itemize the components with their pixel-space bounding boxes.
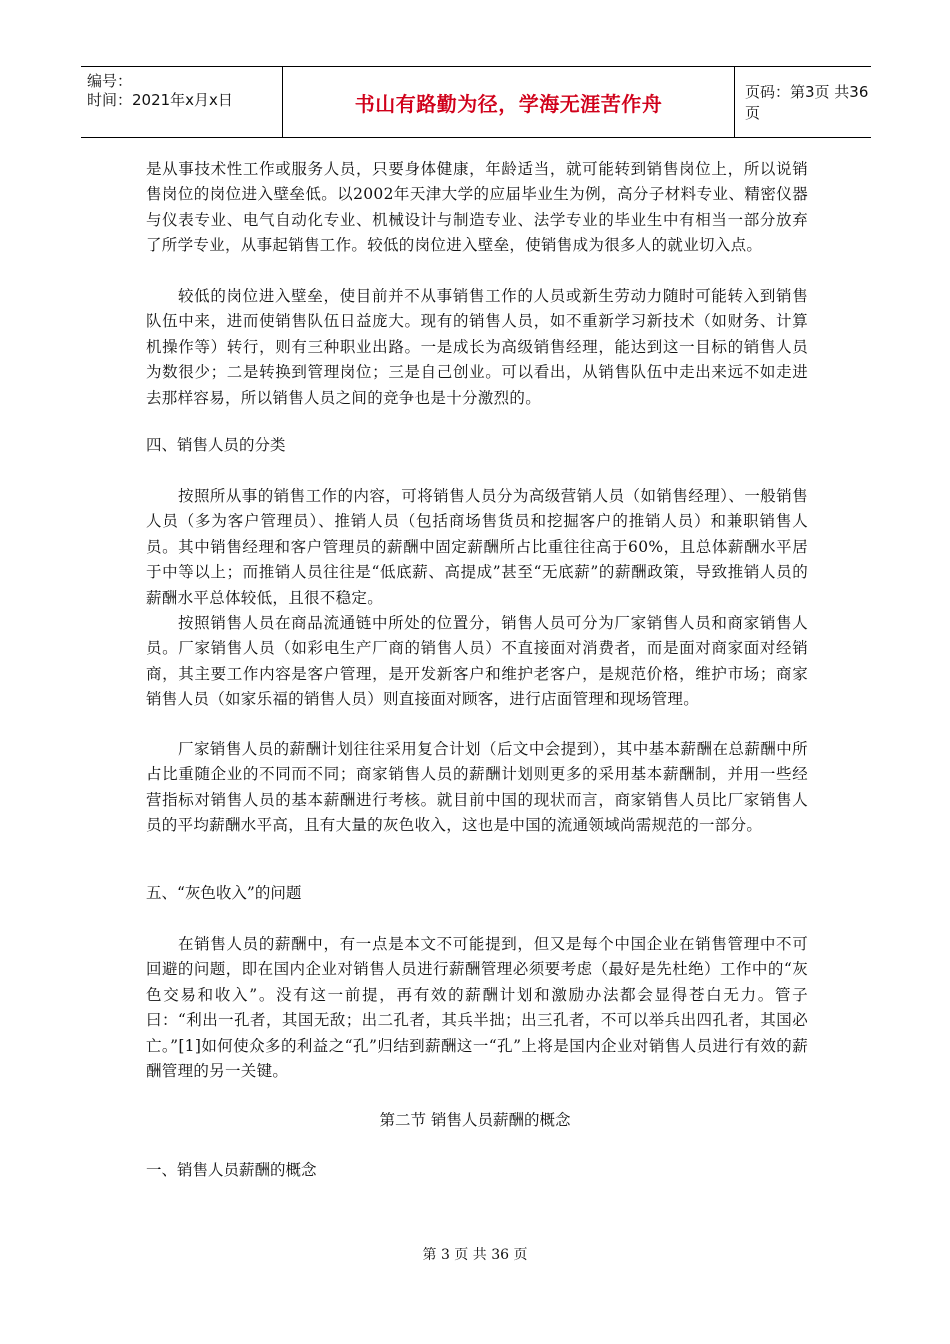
time-label: 时间：2021年x月x日 — [87, 91, 233, 109]
heading-concept: 一、销售人员薪酬的概念 — [146, 1161, 317, 1179]
document-header — [81, 66, 871, 138]
page-footer: 第 3 页 共 36 页 — [422, 1247, 528, 1263]
motto-text: 书山有路勤为径，学海无涯苦作舟 — [354, 91, 663, 116]
paragraph-classification-position: 按照销售人员在商品流通链中所处的位置分，销售人员可分为厂家销售人员和商家销售人员。厂家销售人员（如彩电生产厂商的销售人员）不直接面对消费者，而是面对商家面对经销商，其主要工作内容是客户管理，是开发新客户和维护老客户，是规范价格，维护市场；商家销售人员（如家乐福的销售人员）则直接面对顾客，进行店面管理和现场管理。 — [146, 614, 808, 709]
heading-gray-income: 五、“灰色收入”的问题 — [146, 884, 302, 902]
paragraph-entry-barrier: 较低的岗位进入壁垒，使目前并不从事销售工作的人员或新生劳动力随时可能转入到销售队伍中来，进而使销售队伍日益庞大。现有的销售人员，如不重新学习新技术（如财务、计算机操作等）转行，则有三种职业出路。一是成长为高级销售经理，能达到这一目标的销售人员为数很少；二是转换到管理岗位；三是自己创业。可以看出，从销售队伍中走出来远不如走进去那样容易，所以销售人员之间的竞争也是十分激烈的。 — [146, 287, 808, 407]
header-meta-cell — [81, 67, 283, 137]
section-title: 第二节 销售人员薪酬的概念 — [379, 1111, 571, 1129]
number-label: 编号： — [87, 72, 133, 90]
paragraph-compensation-plan: 厂家销售人员的薪酬计划往往采用复合计划（后文中会提到），其中基本薪酬在总薪酬中所占比重随企业的不同而不同；商家销售人员的薪酬计划则更多的采用基本薪酬制，并用一些经营指标对销售人员的基本薪酬进行考核。就目前中国的现状而言，商家销售人员比厂家销售人员的平均薪酬水平高，且有大量的灰色收入，这也是中国的流通领域尚需规范的一部分。 — [146, 740, 808, 835]
paragraph-continuation: 是从事技术性工作或服务人员，只要身体健康，年龄适当，就可能转到销售岗位上，所以说销售岗位的岗位进入壁垒低。以2002年天津大学的应届毕业生为例，高分子材料专业、精密仪器与仪表专业、电气自动化专业、机械设计与制造专业、法学专业的毕业生中有相当一部分放弃了所学专业，从事起销售工作。较低的岗位进入壁垒，使销售成为很多人的就业切入点。 — [146, 160, 808, 255]
heading-classification: 四、销售人员的分类 — [146, 436, 286, 454]
page-label: 页码：第3页 共36页 — [745, 83, 869, 122]
header-page-cell — [735, 67, 871, 137]
header-motto-cell — [283, 67, 735, 137]
paragraph-gray-income: 在销售人员的薪酬中，有一点是本文不可能提到，但又是每个中国企业在销售管理中不可回避的问题，即在国内企业对销售人员进行薪酬管理必须要考虑（最好是先杜绝）工作中的“灰色交易和收入”。没有这一前提，再有效的薪酬计划和激励办法都会显得苍白无力。管子曰：“利出一孔者，其国无敌；出二孔者，其兵半拙；出三孔者，不可以举兵出四孔者，其国必亡。”[1]如何使众多的利益之“孔”归结到薪酬这一“孔”上将是国内企业对销售人员进行有效的薪酬管理的另一关键。 — [146, 935, 808, 1081]
paragraph-classification-content: 按照所从事的销售工作的内容，可将销售人员分为高级营销人员（如销售经理）、一般销售人员（多为客户管理员）、推销人员（包括商场售货员和挖掘客户的推销人员）和兼职销售人员。其中销售经理和客户管理员的薪酬中固定薪酬所占比重往往高于60%，且总体薪酬水平居于中等以上；而推销人员往往是“低底薪、高提成”甚至“无底薪”的薪酬政策，导致推销人员的薪酬水平总体较低，且很不稳定。 — [146, 487, 808, 607]
